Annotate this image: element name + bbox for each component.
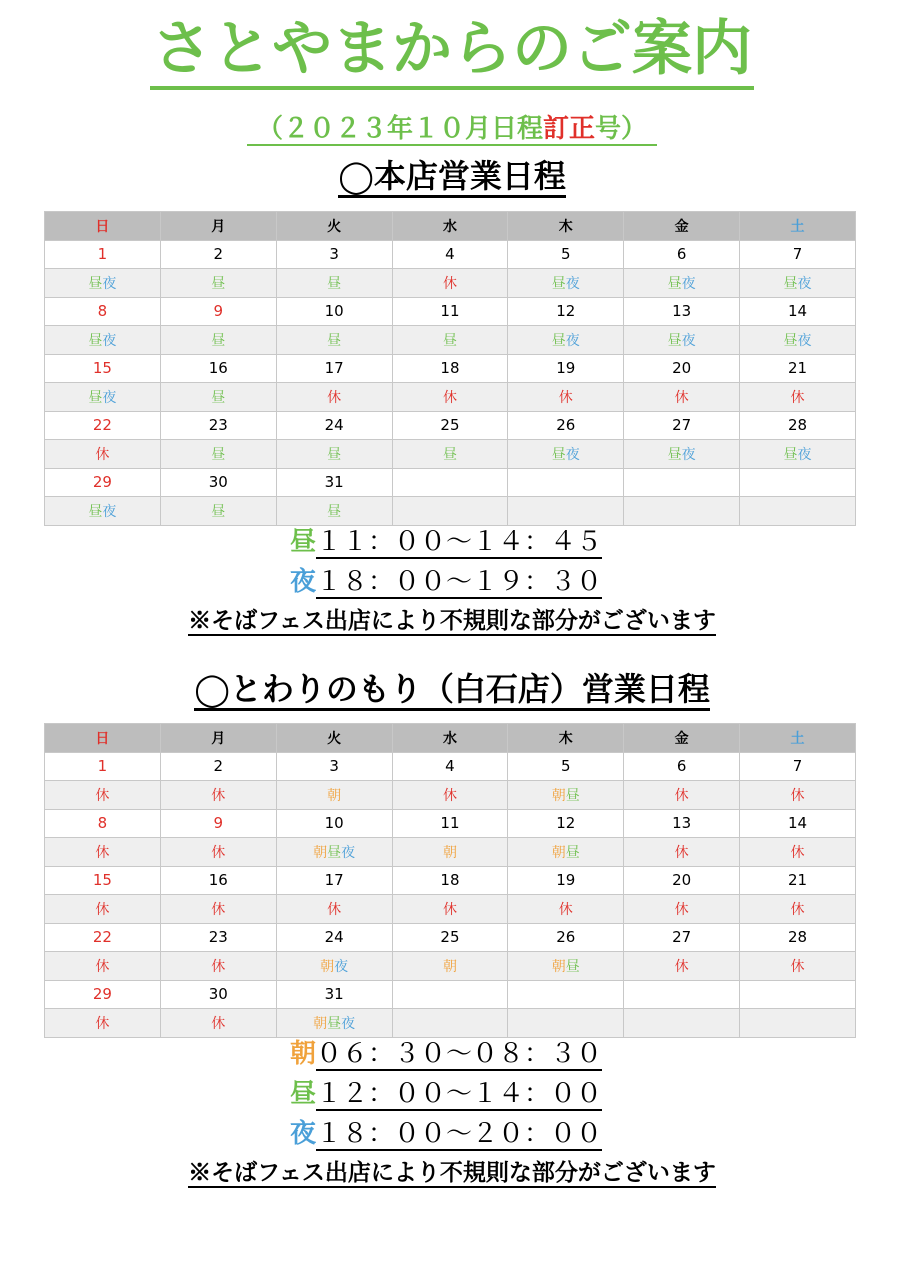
status-cell [45, 838, 161, 867]
status-mark: 昼 [783, 332, 798, 349]
weekday-header: 月 [160, 212, 276, 241]
status-mark: 昼 [551, 275, 566, 292]
weekday-header: 木 [508, 724, 624, 753]
status-cell [160, 383, 276, 412]
weekday-header: 月 [160, 724, 276, 753]
weekday-header: 木 [508, 212, 624, 241]
date-cell: 4 [392, 752, 508, 781]
date-cell: 2 [160, 752, 276, 781]
status-cell [740, 497, 856, 526]
status-mark: 昼 [211, 389, 226, 406]
status-mark: 夜 [681, 275, 696, 292]
status-cell [45, 440, 161, 469]
status-mark: 休 [558, 389, 573, 406]
status-cell [45, 781, 161, 810]
date-cell: 27 [624, 923, 740, 952]
date-cell: 12 [508, 809, 624, 838]
status-cell [624, 838, 740, 867]
status-mark: 朝 [442, 844, 457, 861]
date-cell: 26 [508, 411, 624, 440]
status-mark: 休 [211, 901, 226, 918]
date-cell: 29 [45, 468, 161, 497]
status-cell [740, 269, 856, 298]
status-mark: 昼 [327, 503, 342, 520]
weekday-header: 火 [276, 212, 392, 241]
status-cell [45, 497, 161, 526]
status-mark: 夜 [334, 958, 349, 975]
towari-calendar [44, 723, 856, 1038]
status-cell [624, 497, 740, 526]
date-cell: 31 [276, 468, 392, 497]
status-cell [624, 1009, 740, 1038]
date-cell: 9 [160, 809, 276, 838]
status-mark: 夜 [797, 275, 812, 292]
date-cell: 18 [392, 354, 508, 383]
date-cell: 6 [624, 752, 740, 781]
date-cell: 16 [160, 866, 276, 895]
date-cell: 4 [392, 240, 508, 269]
status-cell [392, 497, 508, 526]
date-cell [740, 980, 856, 1009]
status-cell [508, 1009, 624, 1038]
date-cell [392, 468, 508, 497]
status-mark: 朝 [551, 958, 566, 975]
date-cell: 22 [45, 411, 161, 440]
status-mark: 朝 [327, 787, 342, 804]
status-mark: 休 [442, 275, 457, 292]
status-mark: 休 [674, 958, 689, 975]
status-mark: 昼 [211, 446, 226, 463]
weekday-header: 水 [392, 212, 508, 241]
status-mark: 夜 [565, 332, 580, 349]
date-cell: 11 [392, 297, 508, 326]
status-mark: 休 [95, 1015, 110, 1032]
status-cell [160, 838, 276, 867]
status-cell [508, 838, 624, 867]
hours-row [290, 1117, 602, 1151]
date-cell [392, 980, 508, 1009]
status-cell [624, 383, 740, 412]
status-mark: 昼 [551, 332, 566, 349]
status-cell [740, 440, 856, 469]
date-cell: 23 [160, 411, 276, 440]
status-mark: 朝 [313, 844, 328, 861]
towari-heading: ◯とわりのもり（白石店）営業日程 [0, 669, 904, 709]
status-cell [624, 895, 740, 924]
date-cell: 1 [45, 240, 161, 269]
date-cell: 16 [160, 354, 276, 383]
hours-key: 朝 [290, 1039, 317, 1069]
date-cell: 28 [740, 411, 856, 440]
status-mark: 朝 [551, 787, 566, 804]
status-mark: 休 [211, 844, 226, 861]
status-mark: 昼 [442, 446, 457, 463]
status-cell [740, 326, 856, 355]
status-mark: 昼 [327, 446, 342, 463]
status-mark: 昼 [327, 275, 342, 292]
status-mark: 昼 [88, 389, 103, 406]
honten-heading: ◯本店営業日程 [0, 156, 904, 196]
status-cell [392, 781, 508, 810]
status-mark: 昼 [565, 958, 580, 975]
date-cell: 7 [740, 752, 856, 781]
towari-note: ※そばフェス出店により不規則な部分がございます [188, 1159, 716, 1186]
status-cell [624, 781, 740, 810]
date-cell: 8 [45, 297, 161, 326]
status-mark: 休 [674, 389, 689, 406]
status-mark: 昼 [88, 275, 103, 292]
status-cell [392, 952, 508, 981]
status-mark: 夜 [681, 332, 696, 349]
status-mark: 夜 [102, 389, 117, 406]
status-cell [508, 952, 624, 981]
weekday-header: 土 [740, 212, 856, 241]
status-mark: 昼 [565, 844, 580, 861]
status-mark: 夜 [797, 446, 812, 463]
status-mark: 夜 [565, 446, 580, 463]
status-mark: 休 [95, 844, 110, 861]
status-cell [45, 952, 161, 981]
date-cell: 11 [392, 809, 508, 838]
date-cell: 10 [276, 809, 392, 838]
date-cell: 29 [45, 980, 161, 1009]
status-cell [160, 952, 276, 981]
date-cell: 6 [624, 240, 740, 269]
status-mark: 休 [674, 844, 689, 861]
date-cell: 21 [740, 866, 856, 895]
status-cell [392, 838, 508, 867]
weekday-header: 火 [276, 724, 392, 753]
status-mark: 休 [790, 958, 805, 975]
status-mark: 昼 [667, 446, 682, 463]
status-cell [160, 326, 276, 355]
status-cell [740, 838, 856, 867]
status-cell [45, 326, 161, 355]
date-cell [624, 980, 740, 1009]
status-cell [508, 781, 624, 810]
status-mark: 昼 [88, 503, 103, 520]
date-cell: 22 [45, 923, 161, 952]
status-mark: 休 [95, 901, 110, 918]
hours-key: 昼 [290, 1079, 317, 1109]
date-cell: 23 [160, 923, 276, 952]
status-mark: 昼 [211, 503, 226, 520]
date-cell: 27 [624, 411, 740, 440]
status-cell [740, 952, 856, 981]
weekday-header: 金 [624, 724, 740, 753]
date-cell: 30 [160, 980, 276, 1009]
status-cell [392, 440, 508, 469]
weekday-header: 水 [392, 724, 508, 753]
status-cell [740, 383, 856, 412]
status-mark: 休 [95, 446, 110, 463]
status-cell [624, 269, 740, 298]
status-mark: 昼 [442, 332, 457, 349]
status-cell [740, 1009, 856, 1038]
date-cell: 19 [508, 354, 624, 383]
status-mark: 休 [674, 901, 689, 918]
status-mark: 昼 [211, 275, 226, 292]
date-cell: 15 [45, 354, 161, 383]
status-mark: 休 [211, 787, 226, 804]
date-cell: 2 [160, 240, 276, 269]
status-mark: 休 [95, 787, 110, 804]
status-mark: 夜 [341, 844, 356, 861]
hours-key: 昼 [290, 527, 317, 557]
status-mark: 休 [790, 901, 805, 918]
status-cell [508, 383, 624, 412]
hours-time: １１：００〜１４：４５ [316, 527, 603, 557]
status-mark: 朝 [442, 958, 457, 975]
status-mark: 夜 [797, 332, 812, 349]
status-cell [624, 440, 740, 469]
status-cell [45, 269, 161, 298]
status-cell [276, 269, 392, 298]
date-cell: 1 [45, 752, 161, 781]
status-cell [392, 383, 508, 412]
status-mark: 昼 [783, 446, 798, 463]
status-cell [276, 838, 392, 867]
status-mark: 朝 [551, 844, 566, 861]
status-cell [160, 440, 276, 469]
status-mark: 夜 [565, 275, 580, 292]
status-cell [508, 497, 624, 526]
status-cell [45, 1009, 161, 1038]
status-mark: 休 [790, 787, 805, 804]
hours-time: １８：００〜１９：３０ [316, 567, 603, 597]
status-mark: 休 [327, 901, 342, 918]
weekday-header: 日 [45, 724, 161, 753]
date-cell: 17 [276, 866, 392, 895]
date-cell: 10 [276, 297, 392, 326]
status-mark: 昼 [327, 332, 342, 349]
date-cell: 20 [624, 354, 740, 383]
status-mark: 休 [211, 1015, 226, 1032]
status-cell [508, 326, 624, 355]
date-cell: 19 [508, 866, 624, 895]
date-cell: 5 [508, 752, 624, 781]
weekday-header: 土 [740, 724, 856, 753]
date-cell: 17 [276, 354, 392, 383]
status-mark: 昼 [565, 787, 580, 804]
date-cell [740, 468, 856, 497]
date-cell: 12 [508, 297, 624, 326]
status-mark: 昼 [327, 844, 342, 861]
status-mark: 休 [95, 958, 110, 975]
status-cell [740, 895, 856, 924]
status-mark: 休 [442, 901, 457, 918]
status-cell [276, 781, 392, 810]
status-mark: 夜 [341, 1015, 356, 1032]
status-cell [276, 497, 392, 526]
date-cell: 5 [508, 240, 624, 269]
status-cell [160, 1009, 276, 1038]
status-cell [508, 895, 624, 924]
date-cell [508, 468, 624, 497]
date-cell: 26 [508, 923, 624, 952]
status-cell [508, 440, 624, 469]
status-mark: 休 [327, 389, 342, 406]
status-cell [45, 383, 161, 412]
status-cell [160, 269, 276, 298]
date-cell: 31 [276, 980, 392, 1009]
date-cell: 18 [392, 866, 508, 895]
hours-row [290, 1037, 602, 1071]
status-cell [45, 895, 161, 924]
status-cell [392, 895, 508, 924]
date-cell: 14 [740, 297, 856, 326]
status-cell [276, 383, 392, 412]
status-mark: 朝 [313, 1015, 328, 1032]
hours-key: 夜 [290, 567, 317, 597]
status-mark: 昼 [667, 275, 682, 292]
status-cell [160, 781, 276, 810]
date-cell: 13 [624, 809, 740, 838]
status-cell [508, 269, 624, 298]
page-title: さとやまからのご案内 [0, 14, 904, 84]
status-cell [392, 326, 508, 355]
date-cell: 25 [392, 411, 508, 440]
status-mark: 休 [790, 389, 805, 406]
status-mark: 休 [558, 901, 573, 918]
date-cell: 28 [740, 923, 856, 952]
status-cell [624, 952, 740, 981]
status-mark: 夜 [102, 275, 117, 292]
date-cell: 8 [45, 809, 161, 838]
date-cell: 3 [276, 752, 392, 781]
date-cell: 14 [740, 809, 856, 838]
subtitle: （２０２３年１０月日程訂正号） [0, 112, 904, 146]
hours-row [290, 1077, 602, 1111]
date-cell: 25 [392, 923, 508, 952]
status-cell [160, 497, 276, 526]
date-cell: 3 [276, 240, 392, 269]
status-cell [160, 895, 276, 924]
status-mark: 休 [442, 787, 457, 804]
status-mark: 夜 [102, 332, 117, 349]
honten-calendar [44, 211, 856, 526]
status-mark: 夜 [681, 446, 696, 463]
date-cell: 24 [276, 923, 392, 952]
status-mark: 休 [211, 958, 226, 975]
date-cell: 20 [624, 866, 740, 895]
hours-key: 夜 [290, 1119, 317, 1149]
date-cell: 15 [45, 866, 161, 895]
status-mark: 昼 [327, 1015, 342, 1032]
hours-row [290, 525, 602, 559]
status-cell [276, 895, 392, 924]
status-mark: 休 [442, 389, 457, 406]
honten-note: ※そばフェス出店により不規則な部分がございます [188, 607, 716, 634]
status-mark: 休 [674, 787, 689, 804]
status-cell [624, 326, 740, 355]
date-cell: 30 [160, 468, 276, 497]
date-cell: 21 [740, 354, 856, 383]
date-cell [508, 980, 624, 1009]
status-mark: 朝 [320, 958, 335, 975]
status-mark: 昼 [88, 332, 103, 349]
status-cell [276, 1009, 392, 1038]
hours-time: １８：００〜２０：００ [316, 1119, 603, 1149]
status-mark: 昼 [783, 275, 798, 292]
hours-row [290, 565, 602, 599]
weekday-header: 金 [624, 212, 740, 241]
hours-time: １２：００〜１４：００ [316, 1079, 603, 1109]
status-cell [276, 326, 392, 355]
status-mark: 昼 [551, 446, 566, 463]
date-cell [624, 468, 740, 497]
date-cell: 24 [276, 411, 392, 440]
status-cell [276, 440, 392, 469]
status-cell [392, 1009, 508, 1038]
status-mark: 夜 [102, 503, 117, 520]
status-cell [392, 269, 508, 298]
weekday-header: 日 [45, 212, 161, 241]
status-cell [740, 781, 856, 810]
status-mark: 昼 [667, 332, 682, 349]
hours-time: ０６：３０〜０８：３０ [316, 1039, 603, 1069]
status-mark: 休 [790, 844, 805, 861]
status-cell [276, 952, 392, 981]
status-mark: 昼 [211, 332, 226, 349]
date-cell: 9 [160, 297, 276, 326]
date-cell: 13 [624, 297, 740, 326]
date-cell: 7 [740, 240, 856, 269]
